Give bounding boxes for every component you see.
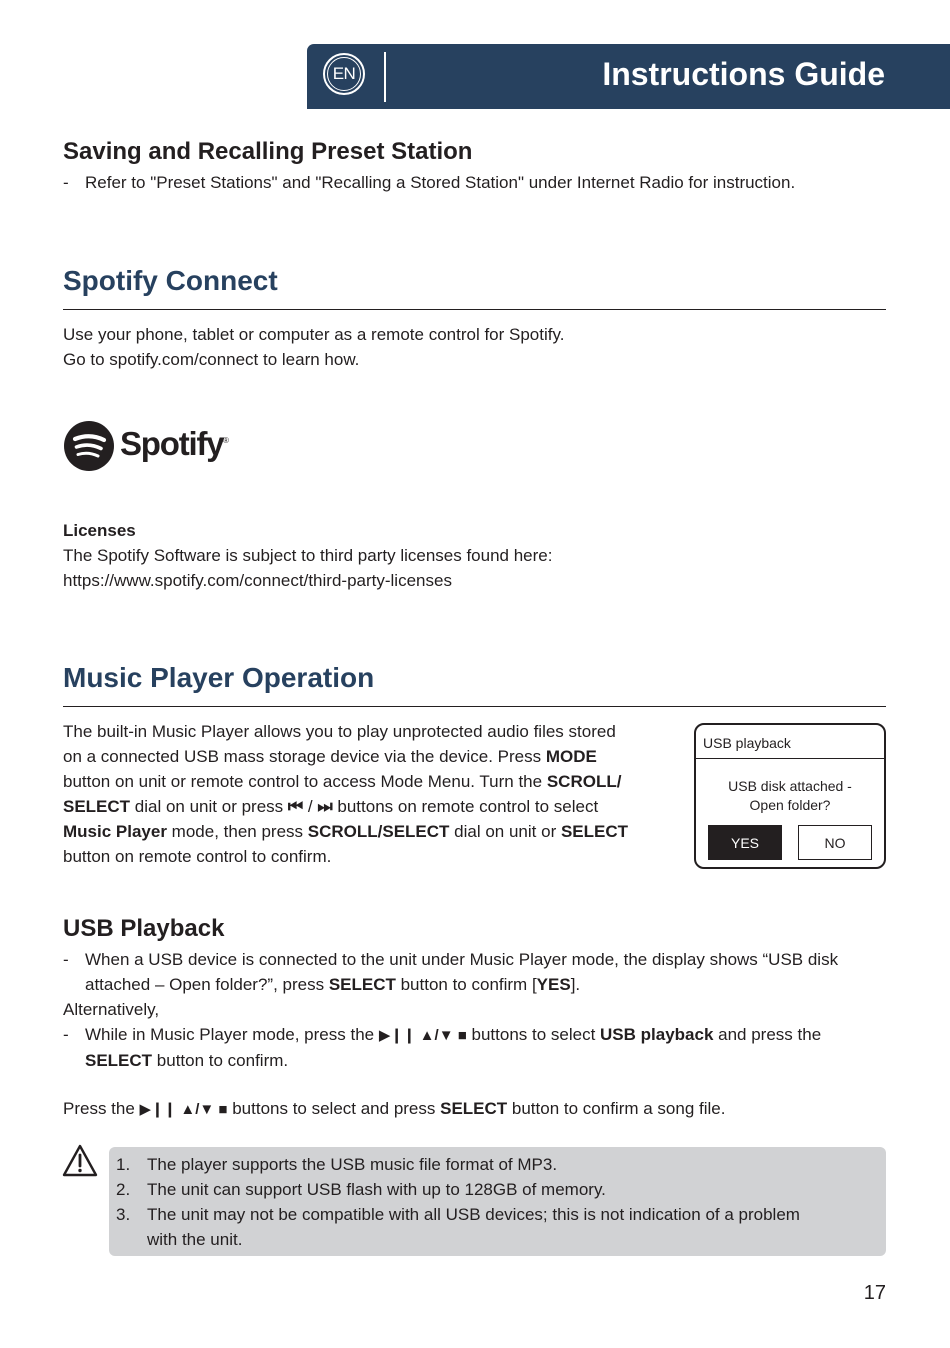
page-number: 17 — [863, 1282, 886, 1304]
dialog-message — [696, 777, 884, 815]
dialog-title: USB playback — [703, 735, 791, 751]
dialog-divider — [696, 758, 884, 759]
usb-playback-body — [63, 947, 893, 1122]
mp-line-5: Music Player mode, then press SCROLL/SELECT dial on unit or SELECT — [63, 822, 629, 841]
previous-track-icon: ⏮ — [287, 797, 304, 816]
page-title: Instructions Guide — [602, 56, 885, 92]
registered-mark: ® — [223, 436, 229, 445]
play-pause-up-down-stop-icons: ▶❙❙ ▲/▼ ■ — [378, 1027, 467, 1044]
mp-line-1: The built-in Music Player allows you to play unprotected audio files stored — [63, 722, 616, 741]
preset-bullet — [63, 170, 893, 195]
dialog-message-line-1: USB disk attached - — [728, 778, 852, 794]
next-track-icon: ⏭ — [317, 797, 333, 816]
spotify-line-2: Go to spotify.com/connect to learn how. — [63, 350, 360, 369]
spotify-line-1: Use your phone, tablet or computer as a remote control for Spotify. — [63, 325, 565, 344]
licenses-link[interactable]: https://www.spotify.com/connect/third-party-licenses — [63, 571, 452, 590]
mp-line-3: button on unit or remote control to access Mode Menu. Turn the SCROLL/ — [63, 772, 622, 791]
preset-text: Refer to "Preset Stations" and "Recalling a Stored Station" under Internet Radio for instruction. — [85, 173, 796, 192]
mp-line-2: on a connected USB mass storage device via the device. Press MODE — [63, 747, 597, 766]
press-instruction: Press the ▶❙❙ ▲/▼ ■ buttons to select and press SELECT button to confirm a song file. — [63, 1099, 726, 1118]
usb-bullet-1: - When a USB device is connected to the unit under Music Player mode, the display shows “USB disk attached – Open folder?”, press SELECT button to confirm [YES]. — [63, 950, 839, 994]
note-item-3: 3. The unit may not be compatible with all USB devices; this is not indication of a problem with the unit. — [116, 1205, 800, 1249]
spotify-wordmark: Spotify — [120, 425, 224, 462]
notes-box — [109, 1147, 886, 1256]
spotify-intro — [63, 322, 893, 372]
music-player-heading: Music Player Operation — [63, 662, 375, 693]
mp-line-4: SELECT dial on unit or press ⏮ / ⏭ buttons on remote control to select — [63, 797, 599, 816]
note-item-2: 2. The unit can support USB flash with up to 128GB of memory. — [116, 1180, 606, 1199]
licenses-block — [63, 518, 893, 593]
scroll-keyword: SCROLL/ — [546, 772, 622, 791]
language-badge — [323, 53, 365, 95]
preset-heading: Saving and Recalling Preset Station — [63, 138, 473, 165]
note-item-1: 1. The player supports the USB music file format of MP3. — [116, 1155, 558, 1174]
language-code: EN — [327, 57, 361, 91]
header-divider — [384, 52, 386, 102]
spotify-icon — [63, 420, 115, 472]
alternatively-text: Alternatively, — [63, 1000, 160, 1019]
notes-list — [116, 1152, 876, 1252]
mp-line-6: button on remote control to confirm. — [63, 847, 332, 866]
yes-button[interactable]: YES — [708, 825, 782, 860]
spotify-logo — [63, 420, 243, 472]
usb-playback-heading: USB Playback — [63, 915, 225, 942]
header-bar — [307, 44, 950, 109]
mode-keyword: MODE — [545, 747, 597, 766]
dialog-message-line-2: Open folder? — [749, 797, 831, 813]
play-pause-up-down-stop-icons-2: ▶❙❙ ▲/▼ ■ — [139, 1101, 228, 1118]
music-player-heading-rule — [63, 706, 886, 707]
warning-icon — [62, 1144, 98, 1178]
licenses-title: Licenses — [63, 521, 136, 540]
bullet-dash: - — [63, 173, 69, 192]
usb-playback-dialog — [694, 723, 886, 869]
usb-bullet-2: - While in Music Player mode, press the ▶❙❙ ▲/▼ ■ buttons to select USB playback and press the SELECT button to confirm. — [63, 1025, 822, 1070]
licenses-line-1: The Spotify Software is subject to third party licenses found here: — [63, 546, 553, 565]
spotify-heading-rule — [63, 309, 886, 310]
spotify-heading: Spotify Connect — [63, 265, 278, 296]
no-button[interactable]: NO — [798, 825, 872, 860]
music-player-paragraph — [63, 719, 683, 869]
